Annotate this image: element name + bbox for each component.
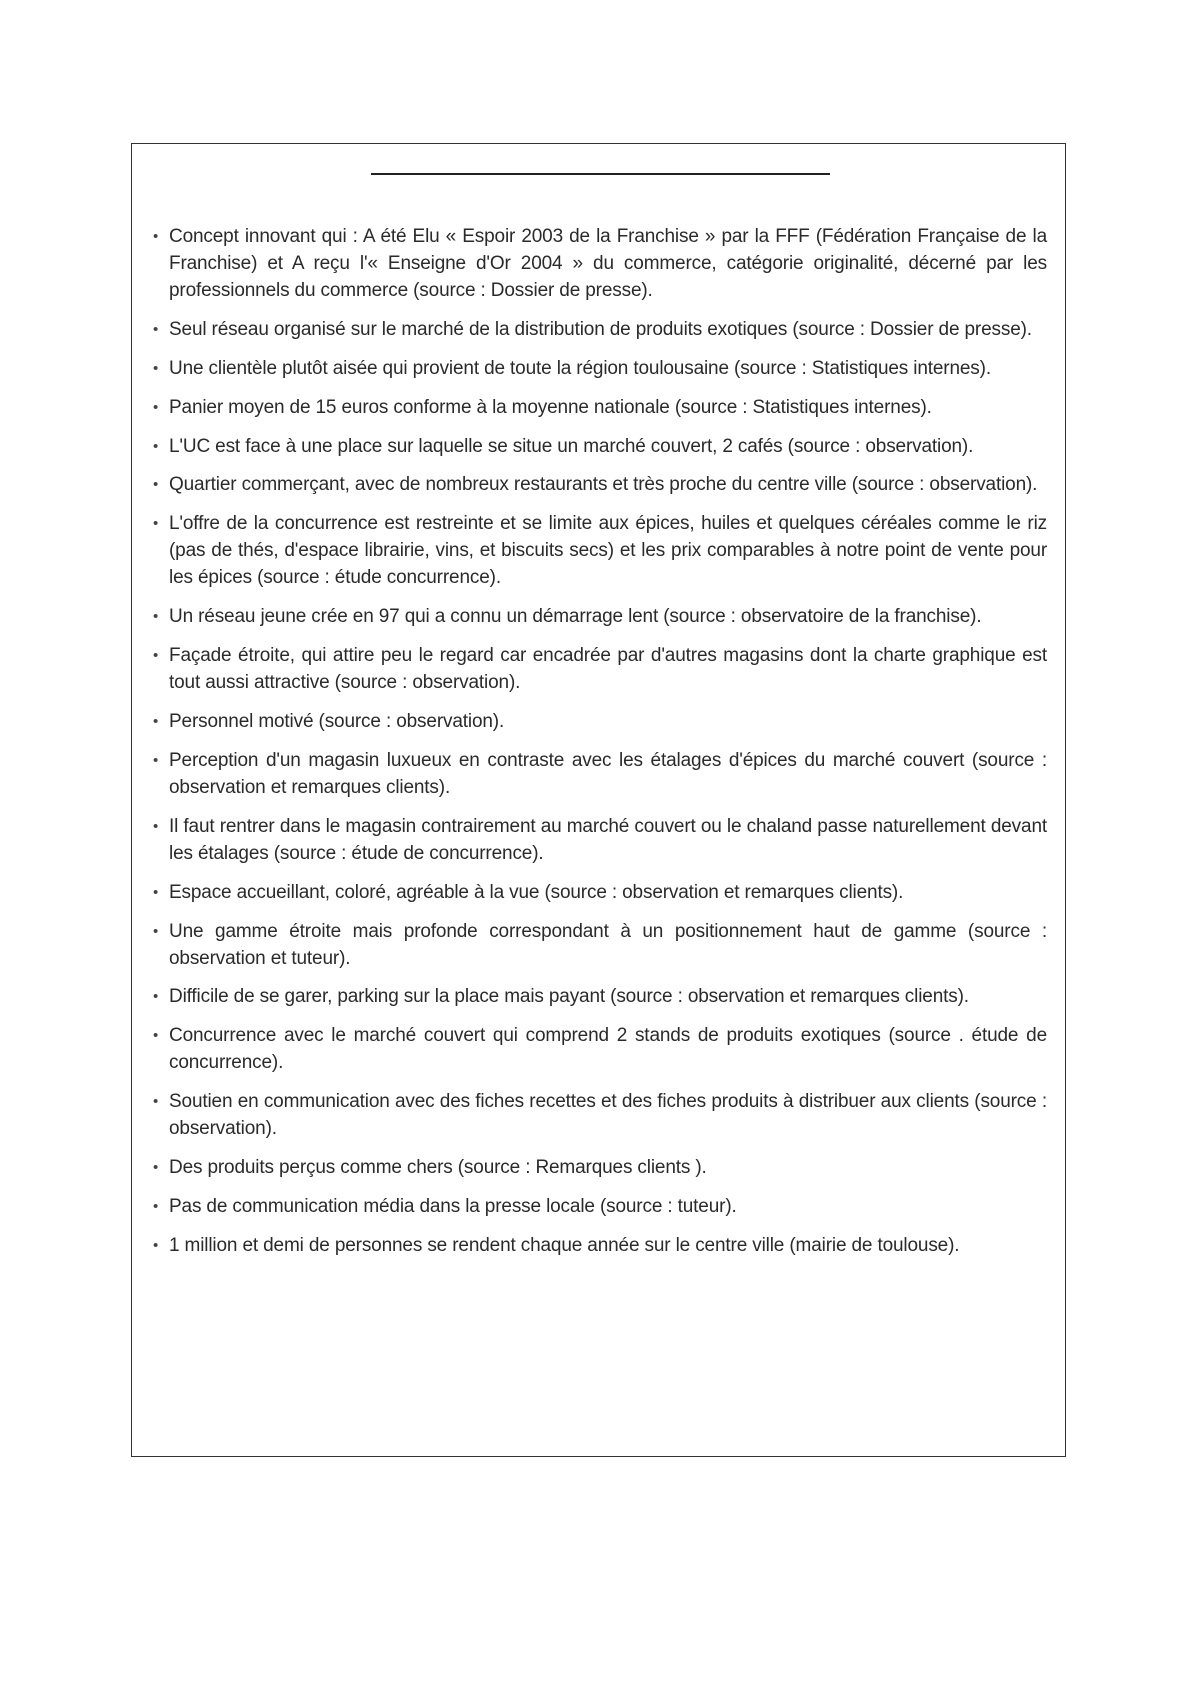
list-item [153, 223, 1047, 304]
document-frame [131, 143, 1066, 1457]
list-item [153, 603, 1047, 630]
list-item-text: Façade étroite, qui attire peu le regard car encadrée par d'autres magasins dont la charte graphique est tout aussi attractive (source : observation). [169, 645, 1047, 694]
list-item [153, 355, 1047, 382]
bullet-icon: • [153, 1159, 159, 1177]
bullet-icon: • [153, 608, 159, 626]
list-item-text: Soutien en communication avec des fiches recettes et des fiches produits à distribuer aux clients (source : observation). [169, 1091, 1047, 1140]
list-item [153, 918, 1047, 972]
list-item-text: L'offre de la concurrence est restreinte et se limite aux épices, huiles et quelques céréales comme le riz (pas de thés, d'espace librairie, vins, et biscuits secs) et les prix comparables à notre point de vente pour les épices (source : étude concurrence). [169, 513, 1047, 589]
list-item-text: Difficile de se garer, parking sur la place mais payant (source : observation et remarques clients). [169, 986, 969, 1008]
list-item [153, 433, 1047, 460]
list-item-text: Concept innovant qui : A été Elu « Espoir 2003 de la Franchise » par la FFF (Fédération Française de la Franchise) et A reçu l'« Enseigne d'Or 2004 » du commerce, catégorie originalité, décerné par les professionnels du commerce (source : Dossier de presse). [169, 226, 1047, 301]
list-item [153, 747, 1047, 801]
bullet-icon: • [153, 988, 159, 1006]
bullet-icon: • [153, 398, 159, 416]
list-item-text: Un réseau jeune crée en 97 qui a connu un démarrage lent (source : observatoire de la franchise). [169, 606, 982, 628]
bullet-icon: • [153, 1027, 159, 1045]
list-item [153, 471, 1047, 498]
list-item-text: 1 million et demi de personnes se rendent chaque année sur le centre ville (mairie de toulouse). [169, 1234, 960, 1256]
bullet-icon: • [153, 1236, 159, 1254]
list-item-text: Pas de communication média dans la presse locale (source : tuteur). [169, 1196, 737, 1218]
bullet-icon: • [153, 751, 159, 769]
list-item [153, 708, 1047, 735]
bullet-icon: • [153, 922, 159, 940]
list-item [153, 510, 1047, 591]
bullet-icon: • [153, 320, 159, 338]
list-item [153, 1232, 1047, 1259]
list-item-text: Il faut rentrer dans le magasin contrairement au marché couvert ou le chaland passe naturellement devant les étalages (source : étude de concurrence). [169, 815, 1047, 864]
list-item-text: Une gamme étroite mais profonde correspondant à un positionnement haut de gamme (source : observation et tuteur). [169, 920, 1047, 969]
list-item-text: Des produits perçus comme chers (source : Remarques clients ). [169, 1157, 707, 1179]
bullet-icon: • [153, 883, 159, 901]
bullet-icon: • [153, 1093, 159, 1111]
title-underline [371, 173, 830, 175]
list-item-text: Espace accueillant, coloré, agréable à la vue (source : observation et remarques clients). [169, 881, 904, 903]
list-item [153, 316, 1047, 343]
list-item-text: Perception d'un magasin luxueux en contraste avec les étalages d'épices du marché couvert (source : observation et remarques clients). [169, 749, 1047, 798]
list-item [153, 1193, 1047, 1220]
list-item-text: Concurrence avec le marché couvert qui comprend 2 stands de produits exotiques (source . étude de concurrence). [169, 1025, 1047, 1074]
list-item-text: Une clientèle plutôt aisée qui provient de toute la région toulousaine (source : Statistiques internes). [169, 357, 991, 379]
bullet-icon: • [153, 647, 159, 665]
list-item-text: Panier moyen de 15 euros conforme à la moyenne nationale (source : Statistiques internes). [169, 396, 932, 418]
list-item-text: Seul réseau organisé sur le marché de la distribution de produits exotiques (source : Dossier de presse). [169, 318, 1032, 340]
list-item-text: L'UC est face à une place sur laquelle se situe un marché couvert, 2 cafés (source : observation). [169, 435, 974, 457]
list-item-text: Quartier commerçant, avec de nombreux restaurants et très proche du centre ville (source : observation). [169, 474, 1038, 496]
list-item [153, 813, 1047, 867]
bullet-icon: • [153, 228, 159, 245]
list-item [153, 1088, 1047, 1142]
bullet-icon: • [153, 817, 159, 835]
bullet-icon: • [153, 476, 159, 494]
list-item [153, 983, 1047, 1010]
bullet-icon: • [153, 1198, 159, 1216]
list-item [153, 879, 1047, 906]
bullet-icon: • [153, 515, 159, 533]
list-item [153, 1154, 1047, 1181]
list-item [153, 394, 1047, 421]
list-item-text: Personnel motivé (source : observation). [169, 711, 505, 733]
bullet-icon: • [153, 437, 159, 455]
list-item [153, 642, 1047, 696]
list-item [153, 1022, 1047, 1076]
bullet-icon: • [153, 359, 159, 377]
bullet-icon: • [153, 713, 159, 731]
bullet-list [153, 223, 1047, 1271]
